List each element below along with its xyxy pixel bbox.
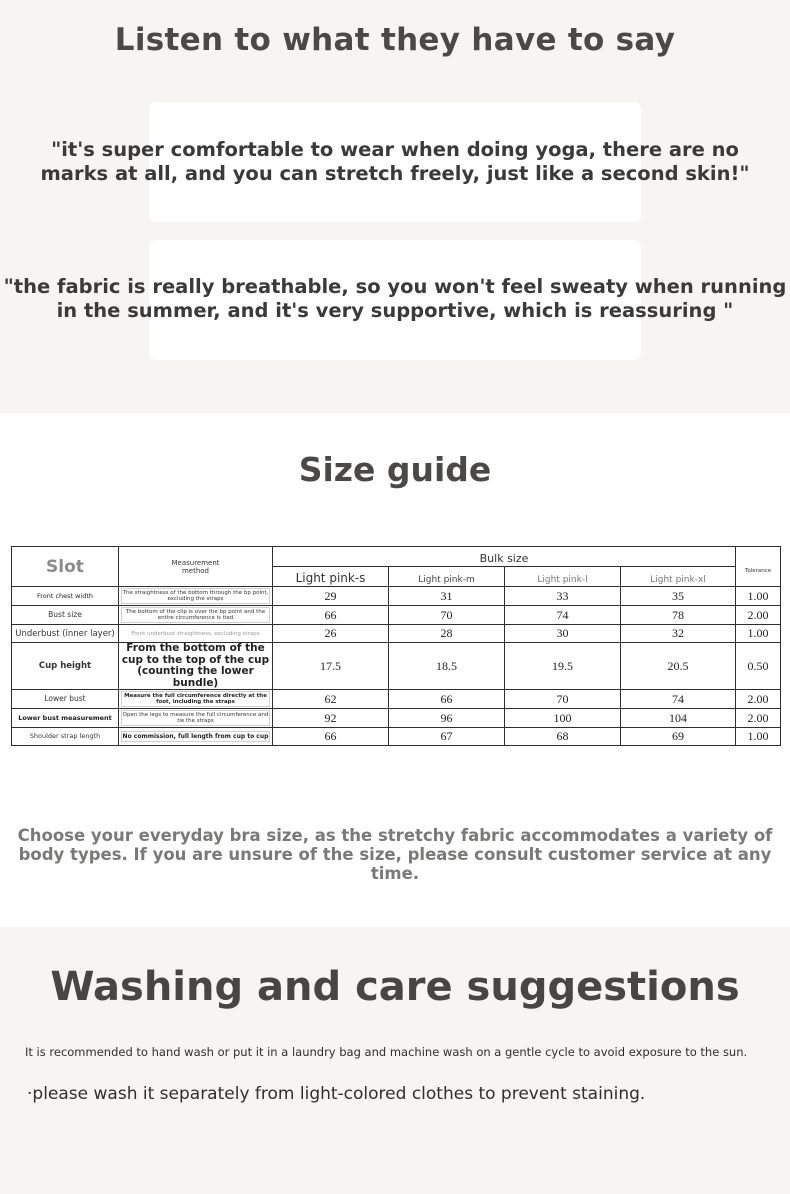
size-header: Light pink-l [505, 567, 621, 587]
method-cell: Front underbust straightness, excluding straps [119, 625, 273, 643]
value-cell: 31 [389, 587, 505, 606]
size-header: Light pink-m [389, 567, 505, 587]
care-title: Washing and care suggestions [50, 964, 740, 1010]
size-header: Light pink-xl [621, 567, 736, 587]
row-label: Underbust (inner layer) [12, 625, 119, 643]
size-note-line: body types. If you are unsure of the size, please consult customer service at any time. [18, 845, 772, 883]
value-cell: 92 [273, 709, 389, 728]
value-cell: 66 [273, 728, 389, 746]
testimonial-quote [0, 275, 790, 323]
method-cell: Open the legs to measure the full circumference and tie the straps [119, 709, 273, 728]
value-cell: 104 [621, 709, 736, 728]
value-cell: 66 [389, 690, 505, 709]
size-table [11, 546, 781, 746]
row-label: Front chest width [12, 587, 119, 606]
bulk-size-header: Bulk size [273, 547, 736, 567]
value-cell: 35 [621, 587, 736, 606]
method-cell: No commission, full length from cup to cup [119, 728, 273, 746]
method-cell: Measure the full circumference directly at the foot, including the straps [119, 690, 273, 709]
care-instruction: It is recommended to hand wash or put it in a laundry bag and machine wash on a gentle cycle to avoid exposure to the sun. [25, 1045, 748, 1059]
value-cell: 100 [505, 709, 621, 728]
value-cell: 68 [505, 728, 621, 746]
row-label: Cup height [12, 643, 119, 690]
row-label: Lower bust measurement [12, 709, 119, 728]
tolerance-cell: 2.00 [736, 606, 781, 625]
value-cell: 74 [505, 606, 621, 625]
care-instruction: ·please wash it separately from light-colored clothes to prevent staining. [27, 1084, 646, 1104]
size-note-line: Choose your everyday bra size, as the stretchy fabric accommodates a variety of [17, 826, 773, 845]
quote-line: marks at all, and you can stretch freely, just like a second skin!" [40, 162, 750, 185]
value-cell: 78 [621, 606, 736, 625]
value-cell: 66 [273, 606, 389, 625]
slot-header: Slot [12, 547, 119, 587]
table-row [12, 587, 781, 606]
table-row [12, 728, 781, 746]
table-row [12, 606, 781, 625]
size-header: Light pink-s [273, 567, 389, 587]
value-cell: 70 [505, 690, 621, 709]
method-header: Measurement method [119, 547, 273, 587]
quote-line: "the fabric is really breathable, so you won't feel sweaty when running [3, 275, 787, 298]
table-row [12, 709, 781, 728]
testimonials-title: Listen to what they have to say [114, 22, 676, 58]
tolerance-cell: 1.00 [736, 587, 781, 606]
value-cell: 29 [273, 587, 389, 606]
value-cell: 96 [389, 709, 505, 728]
tolerance-cell: 1.00 [736, 625, 781, 643]
value-cell: 70 [389, 606, 505, 625]
value-cell: 33 [505, 587, 621, 606]
row-label: Lower bust [12, 690, 119, 709]
size-guide-title: Size guide [298, 450, 492, 489]
value-cell: 69 [621, 728, 736, 746]
tolerance-cell: 2.00 [736, 690, 781, 709]
method-cell: From the bottom of the cup to the top of the cup (counting the lower bundle) [119, 643, 273, 690]
table-row [12, 690, 781, 709]
size-note [0, 826, 790, 883]
method-cell: The bottom of the clip is over the bp point and the entire circumference is tied [119, 606, 273, 625]
value-cell: 32 [621, 625, 736, 643]
value-cell: 67 [389, 728, 505, 746]
method-cell: The straightness of the bottom through the bp point, excluding the straps [119, 587, 273, 606]
table-row [12, 625, 781, 643]
table-row [12, 643, 781, 690]
row-label: Bust size [12, 606, 119, 625]
value-cell: 18.5 [389, 643, 505, 690]
testimonial-quote [0, 138, 790, 186]
value-cell: 28 [389, 625, 505, 643]
value-cell: 26 [273, 625, 389, 643]
quote-line: in the summer, and it's very supportive, which is reassuring " [56, 299, 734, 322]
tolerance-cell: 2.00 [736, 709, 781, 728]
value-cell: 17.5 [273, 643, 389, 690]
tolerance-header: Tolerance [736, 547, 781, 587]
value-cell: 74 [621, 690, 736, 709]
testimonials-section [0, 0, 790, 413]
quote-line: "it's super comfortable to wear when doing yoga, there are no [51, 138, 739, 161]
tolerance-cell: 1.00 [736, 728, 781, 746]
value-cell: 19.5 [505, 643, 621, 690]
value-cell: 20.5 [621, 643, 736, 690]
tolerance-cell: 0.50 [736, 643, 781, 690]
row-label: Shoulder strap length [12, 728, 119, 746]
value-cell: 30 [505, 625, 621, 643]
value-cell: 62 [273, 690, 389, 709]
